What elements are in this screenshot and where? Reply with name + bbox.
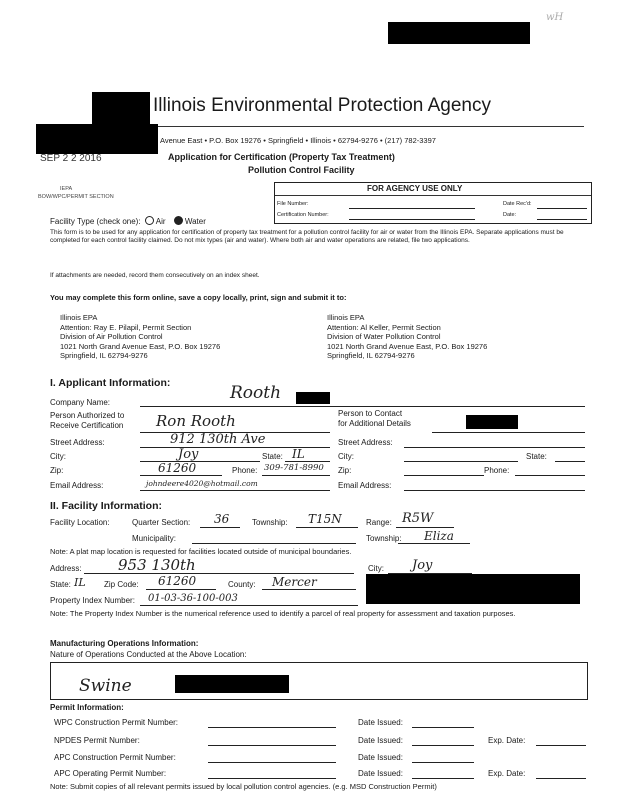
city-label-right: City:: [338, 452, 354, 461]
location-label: Facility Location:: [50, 518, 110, 527]
facility-type-label: Facility Type (check one):: [50, 217, 141, 226]
street-label: Street Address:: [50, 438, 105, 447]
wpc-permit-label: WPC Construction Permit Number:: [54, 718, 179, 727]
date-recd-label: Date Rec'd:: [503, 201, 532, 207]
quarter-label: Quarter Section:: [132, 518, 191, 527]
company-name-value[interactable]: Rooth: [230, 383, 282, 403]
npdes-date-label: Date Issued:: [358, 736, 403, 745]
redaction-box: [388, 22, 530, 44]
person-authorized-label: Person Authorized to Receive Certification: [50, 411, 125, 430]
apc-operating-date-label: Date Issued:: [358, 769, 403, 778]
redaction-box: [36, 124, 158, 154]
street-value[interactable]: 912 130th Ave: [170, 432, 266, 447]
form-subtitle: Pollution Control Facility: [248, 165, 355, 175]
address-water: Illinois EPA Attention: Al Keller, Permit Section Division of Water Pollution Control 1021 North Grand Avenue East, P.O. Box 19276 Springfield, IL 62794-9276: [327, 313, 488, 360]
logo-redaction: [92, 92, 150, 126]
apc-operating-exp-label: Exp. Date:: [488, 769, 526, 778]
facility-address-label: Address:: [50, 564, 82, 573]
nature-label: Nature of Operations Conducted at the Above Location:: [50, 650, 247, 659]
water-radio[interactable]: [174, 216, 183, 225]
npdes-permit-label: NPDES Permit Number:: [54, 736, 140, 745]
date-label: Date:: [503, 212, 517, 218]
county-value[interactable]: Mercer: [272, 575, 317, 589]
agency-use-heading: FOR AGENCY USE ONLY: [367, 184, 463, 193]
received-stamp-dept: IEPA: [60, 186, 73, 192]
nature-box[interactable]: [50, 662, 588, 700]
zip-label-right: Zip:: [338, 466, 352, 475]
instructions: This form is to be used for any application for certification of property tax treatment for a pollution control facility for air or water from the Illinois EPA. Separate applications must be completed for each control facility claimed. Do not mix types (air and water). Where both air and water operations are related, file two applications.: [50, 229, 564, 244]
facility-type-row: [50, 216, 206, 226]
company-name-label: Company Name:: [50, 398, 111, 407]
npdes-exp-label: Exp. Date:: [488, 736, 526, 745]
file-number-label: File Number:: [277, 201, 309, 207]
state-label: State:: [262, 452, 283, 461]
street-label-right: Street Address:: [338, 438, 393, 447]
apc-construction-date-label: Date Issued:: [358, 753, 403, 762]
agency-name: Illinois Environmental Protection Agency: [153, 95, 491, 116]
air-label: Air: [155, 217, 166, 226]
facility-city-label: City:: [368, 564, 384, 573]
person-authorized-value[interactable]: Ron Rooth: [156, 412, 236, 430]
received-stamp-date: SEP 2 2 2016: [40, 153, 102, 164]
address-air: Illinois EPA Attention: Ray E. Pilapil, Permit Section Division of Air Pollution Control 1021 North Grand Avenue East, P.O. Box 19276 Springfield, IL 62794-9276: [60, 313, 221, 360]
manufacturing-heading: Manufacturing Operations Information:: [50, 639, 199, 648]
wpc-date-label: Date Issued:: [358, 718, 403, 727]
email-label-right: Email Address:: [338, 481, 392, 490]
township2-label: Township:: [366, 534, 402, 543]
state-label-right: State:: [526, 452, 547, 461]
section1-heading: I. Applicant Information:: [50, 377, 171, 389]
phone-label-right: Phone:: [484, 466, 510, 475]
city-label: City:: [50, 452, 66, 461]
range-label: Range:: [366, 518, 392, 527]
nature-value: Swine: [79, 676, 132, 696]
township2-value[interactable]: Eliza: [424, 529, 454, 543]
phone-label: Phone:: [232, 466, 258, 475]
stamp-initials: wH: [546, 12, 564, 23]
attachments-note: If attachments are needed, record them consecutively on an index sheet.: [50, 272, 260, 279]
plat-note: Note: A plat map location is requested for facilities located outside of municipal boundaries.: [50, 547, 352, 556]
agency-use-box: [274, 182, 592, 224]
township-label: Township:: [252, 518, 288, 527]
email-label: Email Address:: [50, 481, 104, 490]
facility-state-label: State:: [50, 580, 71, 589]
received-stamp-section: BOW/WPC/PERMIT SECTION: [38, 194, 114, 200]
address-line: Avenue East • P.O. Box 19276 • Springfield • Illinois • 62794-9276 • (217) 782-3397: [160, 136, 436, 145]
city-value[interactable]: Joy: [178, 447, 199, 462]
pin-label: Property Index Number:: [50, 596, 135, 605]
cert-number-label: Certification Number:: [277, 212, 329, 218]
facility-state-value[interactable]: IL: [74, 576, 86, 589]
facility-zip-value[interactable]: 61260: [158, 574, 197, 588]
range-value[interactable]: R5W: [402, 511, 434, 526]
apc-operating-label: APC Operating Permit Number:: [54, 769, 167, 778]
pin-value[interactable]: 01-03-36-100-003: [148, 593, 238, 604]
facility-zip-label: Zip Code:: [104, 580, 139, 589]
permit-heading: Permit Information:: [50, 703, 124, 712]
zip-value[interactable]: 61260: [158, 461, 197, 475]
facility-address-value[interactable]: 953 130th: [118, 556, 196, 574]
contact-label: Person to Contact for Additional Details: [338, 409, 411, 428]
facility-city-value[interactable]: Joy: [412, 558, 433, 573]
pin-note: Note: The Property Index Number is the numerical reference used to identify a parcel of real property for assessment and taxation purposes.: [50, 609, 516, 618]
apc-construction-label: APC Construction Permit Number:: [54, 753, 176, 762]
county-label: County:: [228, 580, 256, 589]
township-value[interactable]: T15N: [308, 512, 342, 526]
phone-value[interactable]: 309-781-8990: [264, 463, 324, 473]
permit-footnote: Note: Submit copies of all relevant permits issued by local pollution control agencies. (e.g. MSD Construction Permit): [50, 782, 437, 791]
form-title: Application for Certification (Property Tax Treatment): [168, 152, 395, 162]
municipality-label: Municipality:: [132, 534, 177, 543]
quarter-value[interactable]: 36: [214, 512, 230, 526]
online-note: You may complete this form online, save a copy locally, print, sign and submit it to:: [50, 293, 347, 302]
email-value[interactable]: johndeere4020@hotmail.com: [146, 479, 258, 488]
water-label: Water: [184, 217, 206, 226]
section2-heading: II. Facility Information:: [50, 500, 163, 512]
state-value[interactable]: IL: [292, 447, 305, 461]
air-radio[interactable]: [145, 216, 154, 225]
zip-label: Zip:: [50, 466, 64, 475]
